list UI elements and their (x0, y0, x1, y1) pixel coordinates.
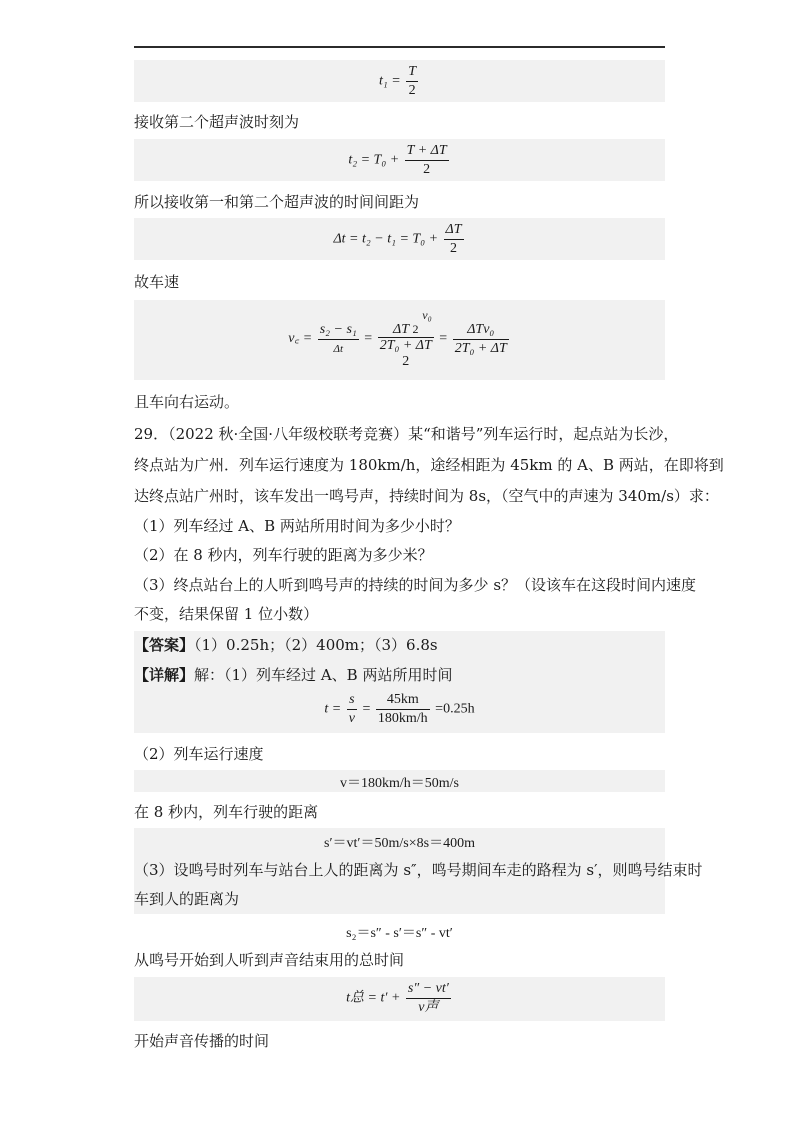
formula-dt-fraction (444, 221, 464, 258)
formula-t-b-den: 180km/h (377, 711, 428, 726)
formula-t-eq: = (362, 701, 371, 717)
line-recv2: 接收第二个超声波时刻为 (134, 113, 300, 131)
formula-t2-den: 2 (423, 162, 431, 177)
formula-block-v (134, 770, 665, 792)
formula-block-t2 (134, 139, 665, 181)
s3-line-2: 车到人的距离为 (134, 890, 240, 908)
s3-line-1: （3）设鸣号时列车与站台上人的距离为 s″，鸣号期间车走的路程为 s′，则鸣号结束时 (134, 861, 703, 879)
formula-t1-num: T (406, 63, 418, 82)
formula-vc-b-top: v₀ (422, 308, 432, 322)
formula-t-a-den: v (348, 711, 355, 726)
formula-block-s-and-s3 (134, 828, 703, 914)
line-interval: 所以接收第一和第二个超声波的时间间距为 (134, 193, 420, 211)
formula-vc-fraction-a (318, 321, 359, 358)
formula-t-fraction-a (347, 691, 357, 728)
eq-s: s′＝vt′＝50m/s×8s＝400m (324, 836, 475, 851)
q29-line-7: 不变，结果保留 1 位小数） (134, 605, 319, 623)
formula-tz-lhs: t总 = t′ + (346, 990, 401, 1006)
eq-s2: s₂＝s″ - s′＝s″ - vt′ (346, 926, 453, 941)
s2-title: （2）列车运行速度 (134, 745, 264, 763)
dist-8s: 在 8 秒内，列车行驶的距离 (134, 803, 319, 821)
q29-line-3: 达终点站广州时，该车发出一鸣号声，持续时间为 8s，（空气中的声速为 340m/s）求： (134, 487, 719, 505)
formula-vc-fraction-c (453, 321, 509, 358)
formula-vc-fraction-b (378, 308, 434, 370)
line-speed: 故车速 (134, 273, 180, 291)
formula-t-fraction-b (376, 691, 430, 728)
explain-tag: 【详解】 (134, 666, 195, 684)
formula-vc-b-num2: 2 (412, 322, 419, 336)
formula-t-a-num: s (347, 691, 357, 710)
formula-tz-num: s″ − vt′ (406, 980, 451, 999)
formula-vc-c-num: ΔTv₀ (453, 321, 509, 340)
start-prop: 开始声音传播的时间 (134, 1032, 270, 1050)
formula-t1-fraction (406, 63, 418, 100)
answer-block (134, 631, 665, 733)
q29-line-4: （1）列车经过 A、B 两站所用时间为多少小时？ (134, 517, 460, 535)
formula-vc-lhs: v꜀ = (288, 331, 313, 347)
formula-vc-b-num: ΔT (392, 322, 409, 337)
q29-line-2: 终点站为广州．列车运行速度为 180km/h，途经相距为 45km 的 A、B 两站，在即将到 (134, 456, 724, 474)
formula-t-lhs: t = (324, 701, 342, 717)
formula-block-vc (134, 300, 665, 380)
formula-vc-a-num: s₂ − s₁ (318, 321, 359, 340)
formula-vc-c-den: 2T₀ + ΔT (454, 340, 507, 356)
answer-tag: 【答案】 (134, 636, 195, 654)
formula-t-result: =0.25h (435, 701, 475, 717)
q29-line-5: （2）在 8 秒内，列车行驶的距离为多少米？ (134, 546, 433, 564)
formula-block-tz (134, 977, 665, 1021)
formula-tz-den: v声 (418, 1000, 439, 1015)
formula-t1-lhs: t₁ = (378, 73, 401, 89)
eq-v: v＝180km/h＝50m/s (339, 776, 459, 791)
formula-block-t1 (134, 60, 665, 102)
header-rule (134, 46, 665, 48)
line-right: 且车向右运动。 (134, 393, 240, 411)
formula-vc-eq2: = (439, 331, 448, 347)
formula-vc-b-den-group (378, 338, 434, 370)
formula-vc-b-den: 2T₀ + ΔT (379, 338, 432, 353)
answer-text: （1）0.25h；（2）400m；（3）6.8s (194, 636, 438, 654)
total-time: 从鸣号开始到人听到声音结束用的总时间 (134, 951, 405, 969)
formula-dt-lhs: Δt = t₂ − t₁ = T₀ + (333, 231, 439, 247)
formula-tz-fraction (406, 980, 451, 1017)
q29-line-6: （3）终点站台上的人听到鸣号声的持续的时间为多少 s？（设该车在这段时间内速度 (134, 576, 697, 594)
formula-t-b-num: 45km (376, 691, 430, 710)
formula-t2-lhs: t₂ = T₀ + (348, 152, 400, 168)
formula-dt-num: ΔT (444, 221, 464, 240)
formula-vc-b-den2: 2 (402, 354, 410, 369)
formula-t2-num: T + ΔT (405, 142, 449, 161)
q29-line-1: 29．（2022 秋·全国·八年级校联考竞赛）某“和谐号”列车运行时，起点站为长沙， (134, 425, 679, 443)
formula-vc-a-den: Δt (333, 342, 343, 355)
formula-dt-den: 2 (450, 241, 458, 256)
formula-t2-fraction (405, 142, 449, 179)
formula-t1-den: 2 (408, 83, 416, 98)
explain-text: 解：（1）列车经过 A、B 两站所用时间 (194, 666, 453, 684)
formula-vc-b-num-group (378, 308, 434, 338)
formula-block-dt (134, 218, 665, 260)
formula-vc-eq1: = (364, 331, 373, 347)
